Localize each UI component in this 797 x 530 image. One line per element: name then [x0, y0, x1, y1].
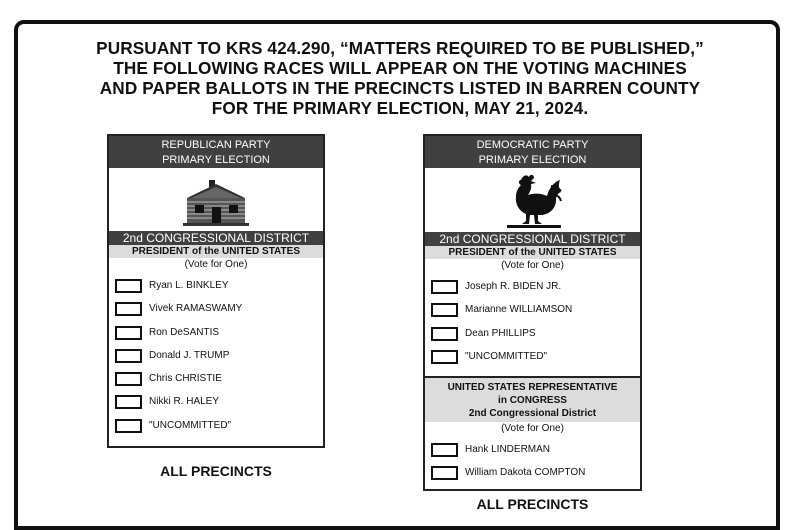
notice-heading — [40, 38, 760, 118]
democratic-emblem — [425, 168, 640, 232]
notice-line-3: AND PAPER BALLOTS IN THE PRECINCTS LISTED IN BARREN COUNTY — [99, 78, 701, 98]
candidate-name: Ryan L. BINKLEY — [149, 280, 229, 291]
candidate-name: Ron DeSANTIS — [149, 326, 220, 338]
democratic-party-label: DEMOCRATIC PARTY — [476, 139, 589, 151]
candidate-row — [109, 274, 323, 297]
democratic-district: 2nd CONGRESSIONAL DISTRICT — [425, 232, 640, 246]
candidate-name: William Dakota COMPTON — [465, 467, 586, 479]
vote-checkbox[interactable] — [115, 302, 142, 316]
representative-office-line-1: UNITED STATES REPRESENTATIVE — [447, 382, 618, 393]
vote-checkbox[interactable] — [115, 419, 142, 433]
republican-ballot — [107, 134, 325, 448]
democratic-vote-for: (Vote for One) — [425, 259, 640, 272]
candidate-row — [425, 345, 640, 368]
candidate-row — [109, 367, 323, 390]
democratic-all-precincts: ALL PRECINCTS — [476, 496, 589, 512]
representative-candidate-list — [425, 435, 640, 485]
vote-checkbox[interactable] — [431, 280, 458, 294]
candidate-name: Dean PHILLIPS — [465, 327, 536, 339]
representative-office-line-3: 2nd Congressional District — [468, 408, 597, 419]
candidate-name: Chris CHRISTIE — [149, 373, 222, 385]
candidate-row — [425, 322, 640, 345]
democratic-header — [425, 136, 640, 168]
representative-office — [425, 378, 640, 422]
candidate-row — [109, 344, 323, 367]
republican-election-label: PRIMARY ELECTION — [162, 154, 270, 166]
democratic-candidate-list — [425, 272, 640, 376]
democratic-office: PRESIDENT of the UNITED STATES — [425, 246, 640, 259]
candidate-row — [425, 461, 640, 484]
candidate-name: Donald J. TRUMP — [149, 349, 230, 361]
democratic-ballot — [423, 134, 642, 491]
candidate-row — [425, 438, 640, 461]
vote-checkbox[interactable] — [115, 326, 142, 340]
notice-line-4: FOR THE PRIMARY ELECTION, MAY 21, 2024. — [211, 98, 589, 118]
candidate-row — [109, 390, 323, 413]
republican-vote-for: (Vote for One) — [109, 258, 323, 271]
candidate-name: "UNCOMMITTED" — [465, 350, 548, 362]
candidate-row — [109, 321, 323, 344]
candidate-row — [425, 298, 640, 321]
candidate-row — [109, 414, 323, 437]
republican-emblem — [109, 168, 323, 231]
republican-header — [109, 136, 323, 168]
representative-office-line-2: in CONGRESS — [498, 395, 567, 406]
notice-line-2: THE FOLLOWING RACES WILL APPEAR ON THE VOTING MACHINES — [113, 58, 687, 78]
republican-all-precincts: ALL PRECINCTS — [160, 463, 272, 479]
vote-checkbox[interactable] — [431, 327, 458, 341]
candidate-row — [425, 275, 640, 298]
republican-candidate-list — [109, 271, 323, 437]
vote-checkbox[interactable] — [115, 349, 142, 363]
notice-line-1: PURSUANT TO KRS 424.290, “MATTERS REQUIRED TO BE PUBLISHED,” — [96, 38, 704, 58]
vote-checkbox[interactable] — [431, 443, 458, 457]
candidate-name: Hank LINDERMAN — [465, 444, 551, 455]
candidate-name: Vivek RAMASWAMY — [149, 303, 243, 315]
candidate-row — [109, 297, 323, 320]
republican-party-label: REPUBLICAN PARTY — [161, 139, 271, 151]
candidate-name: Joseph R. BIDEN JR. — [465, 281, 562, 292]
representative-vote-for: (Vote for One) — [425, 422, 640, 435]
candidate-name: Nikki R. HALEY — [149, 396, 220, 408]
vote-checkbox[interactable] — [431, 466, 458, 480]
vote-checkbox[interactable] — [115, 279, 142, 293]
republican-office: PRESIDENT of the UNITED STATES — [109, 245, 323, 258]
vote-checkbox[interactable] — [431, 303, 458, 317]
vote-checkbox[interactable] — [115, 372, 142, 386]
rooster-icon — [499, 172, 569, 230]
candidate-name: Marianne WILLIAMSON — [465, 304, 573, 316]
republican-district: 2nd CONGRESSIONAL DISTRICT — [109, 231, 323, 245]
log-cabin-icon — [181, 178, 251, 226]
vote-checkbox[interactable] — [115, 395, 142, 409]
democratic-election-label: PRIMARY ELECTION — [478, 154, 587, 166]
candidate-name: "UNCOMMITTED" — [149, 419, 232, 431]
vote-checkbox[interactable] — [431, 350, 458, 364]
